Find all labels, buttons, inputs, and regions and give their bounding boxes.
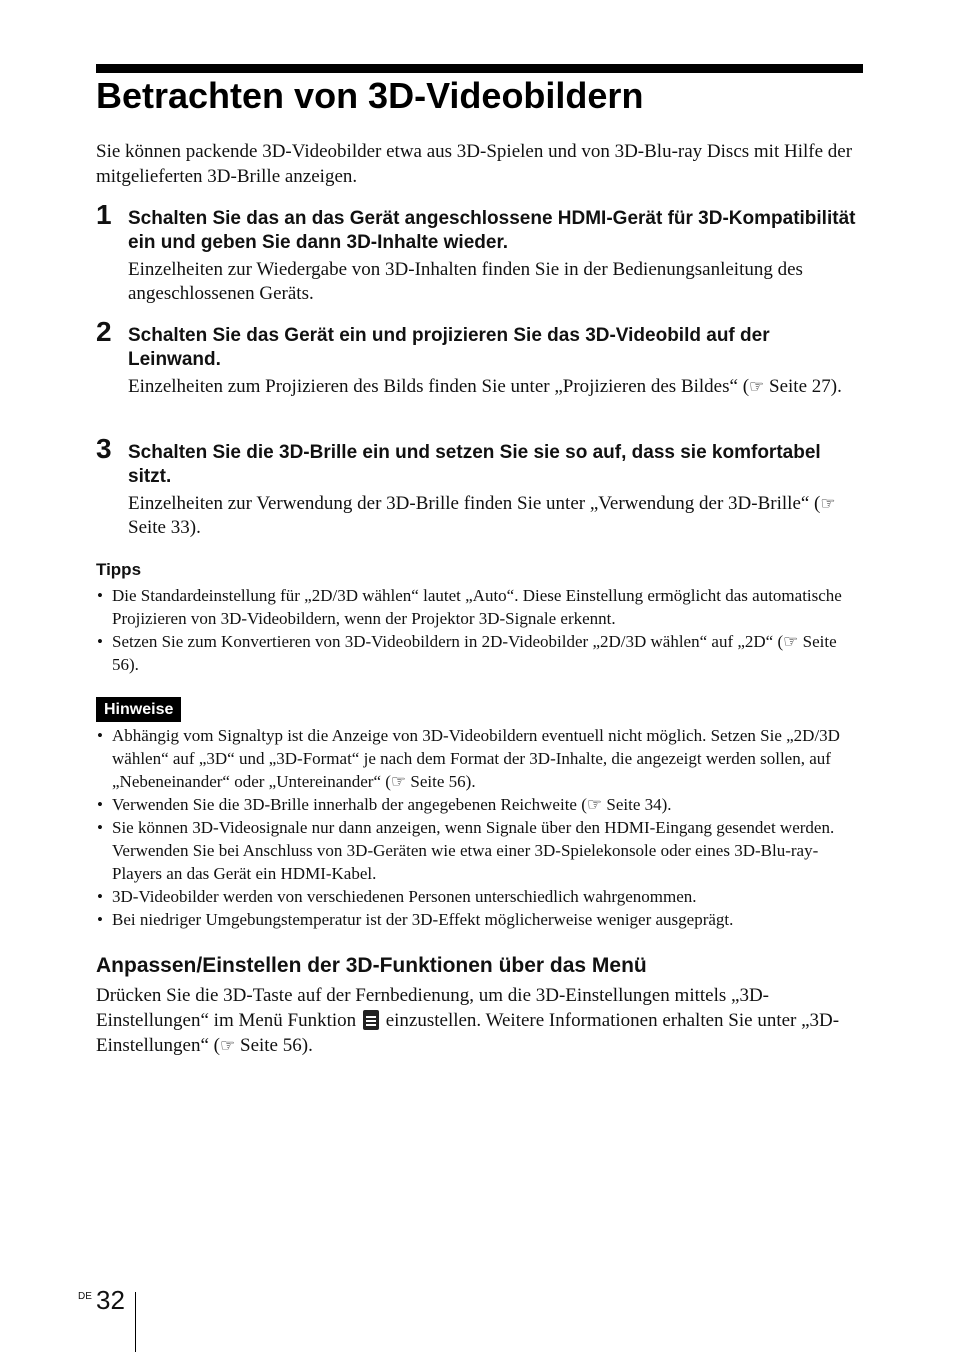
step-body: Einzelheiten zur Verwendung der 3D-Brille finden Sie unter „Verwendung der 3D-Brille“ (☞ Seite 33). bbox=[128, 493, 836, 538]
step-number: 3 bbox=[96, 433, 112, 464]
title-rule bbox=[96, 64, 863, 73]
list-item: • Verwenden Sie die 3D-Brille innerhalb der angegebenen Reichweite (☞ Seite 34). bbox=[96, 793, 866, 816]
pointing-hand-icon: ☞ bbox=[749, 377, 765, 396]
list-item: • Bei niedriger Umgebungstemperatur ist der 3D-Effekt möglicherweise weniger ausgeprägt. bbox=[96, 908, 866, 931]
page-number: 32 bbox=[96, 1285, 125, 1315]
step-number: 2 bbox=[96, 316, 112, 347]
intro-paragraph: Sie können packende 3D-Videobilder etwa aus 3D-Spielen und von 3D-Blu-ray Discs mit Hilfe der mitgelieferten 3D-Brille anzeigen. bbox=[96, 141, 853, 187]
list-item: • Sie können 3D-Videosignale nur dann anzeigen, wenn Signale über den HDMI-Eingang gesendet werden. Verwenden Sie bei Anschluss von 3D-Geräten wie etwa einer 3D-Spielekonsole oder eines 3D-Blu-ray-Players an das Gerät ein HDMI-Kabel. bbox=[96, 816, 866, 885]
pointing-hand-icon: ☞ bbox=[783, 632, 799, 651]
notes-heading: Hinweise bbox=[96, 697, 181, 722]
tips-heading: Tipps bbox=[96, 560, 142, 579]
pointing-hand-icon: ☞ bbox=[390, 772, 407, 791]
section-paragraph: Drücken Sie die 3D-Taste auf der Fernbedienung, um die 3D-Einstellungen mittels „3D-Einstellungen“ im Menü Funktion einzustellen. Weitere Informationen erhalten Sie unter „3D-Einstellungen“ (☞ Seite 56). bbox=[96, 985, 840, 1056]
function-menu-icon bbox=[363, 1010, 379, 1030]
language-code: DE bbox=[78, 1291, 92, 1302]
step-3 bbox=[96, 433, 866, 540]
step-heading: Schalten Sie die 3D-Brille ein und setzen Sie sie so auf, dass sie komfortabel sitzt. bbox=[128, 442, 821, 487]
pointing-hand-icon: ☞ bbox=[586, 795, 603, 814]
list-item: • Abhängig vom Signaltyp ist die Anzeige von 3D-Videobildern eventuell nicht möglich. Setzen Sie „2D/3D wählen“ auf „3D“ und „3D-Format“ je nach dem Format der 3D-Inhalte, die angezeigt werden sollen, auf „Nebeneinander“ oder „Untereinander“ (☞ Seite 56). bbox=[96, 724, 866, 793]
step-number: 1 bbox=[96, 199, 112, 230]
section-heading: Anpassen/Einstellen der 3D-Funktionen über das Menü bbox=[96, 954, 647, 977]
list-item: • Setzen Sie zum Konvertieren von 3D-Videobildern in 2D-Videobilder „2D/3D wählen“ auf „2D“ (☞ Seite 56). bbox=[96, 630, 866, 676]
list-item: • Die Standardeinstellung für „2D/3D wählen“ lautet „Auto“. Diese Einstellung ermöglicht das automatische Projizieren von 3D-Videobildern, wenn der Projektor 3D-Signale erkennt. bbox=[96, 584, 866, 630]
step-heading: Schalten Sie das an das Gerät angeschlossene HDMI-Gerät für 3D-Kompatibilität ein und geben Sie dann 3D-Inhalte wieder. bbox=[128, 208, 856, 253]
pointing-hand-icon: ☞ bbox=[220, 1036, 236, 1055]
step-heading: Schalten Sie das Gerät ein und projizieren Sie das 3D-Videobild auf der Leinwand. bbox=[128, 325, 770, 370]
notes-list bbox=[96, 724, 866, 931]
step-body: Einzelheiten zum Projizieren des Bilds finden Sie unter „Projizieren des Bildes“ (☞ Seite 27). bbox=[128, 376, 842, 397]
page-title: Betrachten von 3D-Videobildern bbox=[96, 75, 644, 116]
step-1 bbox=[96, 199, 866, 306]
footer-divider bbox=[135, 1292, 136, 1352]
list-item: • 3D-Videobilder werden von verschiedenen Personen unterschiedlich wahrgenommen. bbox=[96, 885, 866, 908]
step-body: Einzelheiten zur Wiedergabe von 3D-Inhalten finden Sie in der Bedienungsanleitung des angeschlossenen Geräts. bbox=[128, 259, 803, 304]
step-2 bbox=[96, 316, 866, 399]
pointing-hand-icon: ☞ bbox=[820, 494, 836, 513]
tips-list bbox=[96, 584, 866, 676]
